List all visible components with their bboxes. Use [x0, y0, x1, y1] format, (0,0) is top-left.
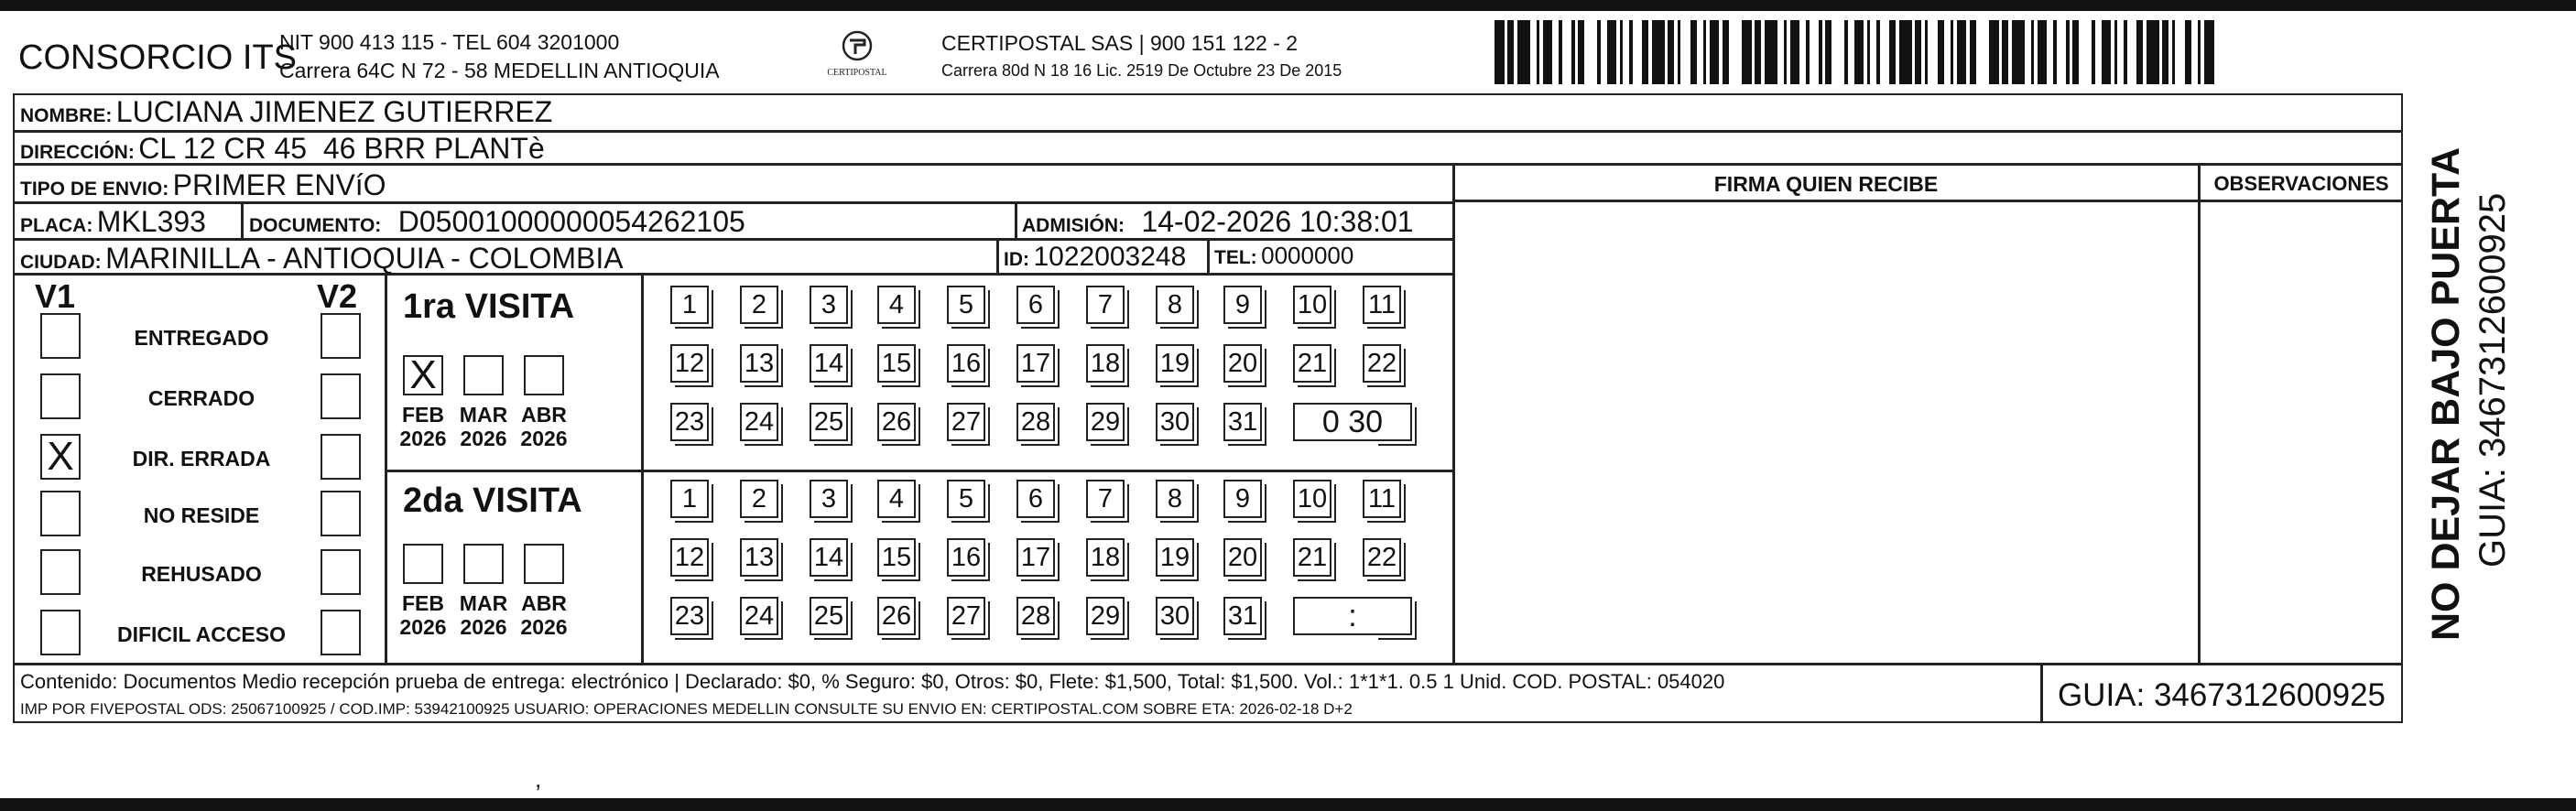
- barcode-bar: [2191, 20, 2198, 84]
- barcode-bar: [2002, 20, 2008, 84]
- nombre-value: LUCIANA JIMENEZ GUTIERREZ: [115, 95, 553, 128]
- barcode-bar: [2185, 20, 2191, 84]
- ciudad-row: [20, 243, 624, 273]
- stray-mark: ,: [535, 765, 542, 793]
- day-box[interactable]: 31: [1223, 597, 1262, 635]
- firma-header: FIRMA QUIEN RECIBE: [1713, 172, 1939, 196]
- barcode-bar: [1938, 20, 1944, 84]
- barcode-bar: [1976, 20, 1989, 84]
- top-border: [0, 0, 2576, 11]
- admision-row: [1022, 207, 1414, 236]
- barcode-bar: [1880, 20, 1890, 84]
- v1-checkbox[interactable]: [40, 491, 81, 536]
- v2-checkbox[interactable]: [321, 434, 361, 480]
- day-box[interactable]: 2: [740, 286, 778, 324]
- barcode-bar: [1765, 20, 1777, 84]
- month-year: 2026: [460, 427, 507, 450]
- day-box[interactable]: 29: [1086, 403, 1125, 441]
- day-box[interactable]: 25: [810, 403, 848, 441]
- day-box[interactable]: 20: [1223, 344, 1262, 383]
- placa-label: PLACA:: [20, 215, 93, 236]
- day-box[interactable]: 18: [1086, 538, 1125, 577]
- company-address: Carrera 64C N 72 - 58 MEDELLIN ANTIOQUIA: [279, 59, 720, 82]
- day-box[interactable]: 3: [810, 286, 848, 324]
- barcode-bar: [1562, 20, 1572, 84]
- day-box[interactable]: 14: [810, 538, 848, 577]
- barcode-bar: [2162, 20, 2168, 84]
- tel-row: [1214, 243, 1353, 267]
- company-nit: NIT 900 413 115 - TEL 604 3201000: [279, 30, 620, 54]
- day-box[interactable]: 15: [877, 344, 916, 383]
- v1-header: V1: [35, 277, 76, 315]
- v2-checkbox[interactable]: [321, 549, 361, 595]
- barcode-bar: [2117, 20, 2124, 84]
- v2-header: V2: [317, 277, 358, 315]
- time-box[interactable]: :: [1293, 597, 1412, 635]
- barcode-bar: [2012, 20, 2025, 84]
- barcode-bar: [1810, 20, 1820, 84]
- day-box[interactable]: 12: [670, 538, 709, 577]
- day-box[interactable]: 4: [877, 286, 916, 324]
- barcode-bar: [1530, 20, 1537, 84]
- month-year: 2026: [460, 615, 507, 639]
- day-box[interactable]: 28: [1016, 403, 1055, 441]
- barcode-bar: [1723, 20, 1729, 84]
- barcode-bar: [2047, 20, 2053, 84]
- v2-checkbox[interactable]: [321, 313, 361, 359]
- barcode-bar: [2057, 20, 2067, 84]
- month-checkbox[interactable]: [463, 544, 504, 584]
- day-box[interactable]: 21: [1293, 344, 1331, 383]
- footer-guia: GUIA: 3467312600925: [2057, 677, 2386, 713]
- month-label: [456, 591, 511, 639]
- barcode-bar: [1584, 20, 1597, 84]
- month-checkbox[interactable]: [463, 355, 504, 395]
- day-box[interactable]: 14: [810, 344, 848, 383]
- placa-value: MKL393: [96, 205, 206, 238]
- barcode-bar: [2072, 20, 2079, 84]
- barcode-bar: [1697, 20, 1703, 84]
- v2-checkbox[interactable]: [321, 373, 361, 419]
- direccion-value: CL 12 CR 45 46 BRR PLANTè: [138, 132, 545, 165]
- barcode-bar: [2095, 20, 2102, 84]
- day-box[interactable]: 16: [947, 538, 985, 577]
- day-box[interactable]: 12: [670, 344, 709, 383]
- day-box[interactable]: 17: [1016, 344, 1055, 383]
- placa-row: [20, 207, 206, 236]
- day-box[interactable]: 3: [810, 480, 848, 518]
- id-row: [1004, 243, 1186, 271]
- observaciones-area[interactable]: [2201, 203, 2401, 661]
- direccion-label: DIRECCIÓN:: [20, 142, 135, 163]
- day-box[interactable]: 9: [1223, 480, 1262, 518]
- observaciones-header: OBSERVACIONES: [2213, 172, 2389, 195]
- barcode-bar: [1507, 20, 1514, 84]
- barcode-bar: [2025, 20, 2031, 84]
- day-box[interactable]: 31: [1223, 403, 1262, 441]
- day-box[interactable]: 23: [670, 403, 709, 441]
- barcode-bar: [1680, 20, 1690, 84]
- barcode-bar: [2147, 20, 2159, 84]
- ciudad-value: MARINILLA - ANTIOQUIA - COLOMBIA: [105, 242, 624, 275]
- carrier-address: Carrera 80d N 18 16 Lic. 2519 De Octubre 23 De 2015: [941, 61, 1342, 80]
- barcode-bar: [2127, 20, 2137, 84]
- documento-label: DOCUMENTO:: [249, 215, 382, 236]
- barcode-bar: [1899, 20, 1912, 84]
- month-year: 2026: [399, 427, 447, 450]
- month-label: [456, 403, 511, 450]
- bottom-border: [0, 798, 2576, 811]
- day-box[interactable]: 22: [1363, 538, 1401, 577]
- month-label: [396, 591, 451, 639]
- day-box[interactable]: 10: [1293, 480, 1331, 518]
- month-name: ABR: [521, 403, 567, 427]
- side-guia: GUIA: 3467312600925: [2473, 192, 2513, 568]
- time-box[interactable]: 0 30: [1293, 403, 1412, 441]
- month-label: [396, 403, 451, 450]
- day-box[interactable]: 19: [1156, 344, 1194, 383]
- day-box[interactable]: 15: [877, 538, 916, 577]
- barcode-bar: [2136, 20, 2143, 84]
- day-box[interactable]: 4: [877, 480, 916, 518]
- month-checkbox[interactable]: X: [403, 355, 443, 395]
- month-name: FEB: [402, 403, 444, 427]
- barcode-bar: [1668, 20, 1674, 84]
- v2-checkbox[interactable]: [321, 610, 361, 655]
- barcode: [1495, 20, 2218, 84]
- barcode-bar: [1607, 20, 1617, 84]
- barcode-bar: [1690, 20, 1697, 84]
- day-box[interactable]: 30: [1156, 597, 1194, 635]
- day-box[interactable]: 6: [1016, 480, 1055, 518]
- barcode-bar: [1552, 20, 1559, 84]
- day-box[interactable]: 28: [1016, 597, 1055, 635]
- barcode-bar: [1854, 20, 1864, 84]
- day-box[interactable]: 8: [1156, 286, 1194, 324]
- barcode-bar: [2079, 20, 2092, 84]
- status-option-label: REHUSADO: [141, 562, 262, 586]
- first-visit-title: 1ra VISITA: [403, 287, 575, 326]
- ciudad-label: CIUDAD:: [20, 252, 102, 273]
- barcode-bar: [1543, 20, 1553, 84]
- tipo-label: TIPO DE ENVIO:: [20, 178, 169, 200]
- barcode-bar: [1755, 20, 1761, 84]
- barcode-bar: [1742, 20, 1752, 84]
- barcode-bar: [1777, 20, 1784, 84]
- day-box[interactable]: 6: [1016, 286, 1055, 324]
- admision-label: ADMISIÓN:: [1022, 215, 1125, 236]
- barcode-bar: [1831, 20, 1844, 84]
- day-box[interactable]: 20: [1223, 538, 1262, 577]
- id-label: ID:: [1004, 249, 1029, 270]
- barcode-bar: [1957, 20, 1967, 84]
- month-name: ABR: [521, 591, 567, 615]
- day-box[interactable]: 5: [947, 480, 985, 518]
- day-box[interactable]: 1: [670, 286, 709, 324]
- month-checkbox[interactable]: [524, 355, 564, 395]
- barcode-bar: [2214, 20, 2218, 84]
- carrier-name: CERTIPOSTAL SAS | 900 151 122 - 2: [941, 31, 1299, 55]
- v1-checkbox[interactable]: [40, 549, 81, 595]
- month-year: 2026: [520, 427, 568, 450]
- day-box[interactable]: 19: [1156, 538, 1194, 577]
- day-box[interactable]: 7: [1086, 286, 1125, 324]
- day-box[interactable]: 26: [877, 403, 916, 441]
- tel-label: TEL:: [1214, 247, 1257, 268]
- barcode-bar: [1944, 20, 1951, 84]
- day-box[interactable]: 24: [740, 403, 778, 441]
- status-option-label: CERRADO: [147, 386, 255, 410]
- v1-checkbox[interactable]: [40, 610, 81, 655]
- tel-value: 0000000: [1261, 242, 1354, 269]
- barcode-bar: [1799, 20, 1806, 84]
- day-box[interactable]: 22: [1363, 344, 1401, 383]
- barcode-bar: [1623, 20, 1629, 84]
- side-warning: NO DEJAR BAJO PUERTA: [2424, 146, 2468, 641]
- barcode-bar: [1790, 20, 1800, 84]
- day-box[interactable]: 10: [1293, 286, 1331, 324]
- nombre-label: NOMBRE:: [20, 105, 113, 126]
- day-box[interactable]: 2: [740, 480, 778, 518]
- barcode-bar: [2204, 20, 2214, 84]
- day-box[interactable]: 29: [1086, 597, 1125, 635]
- day-box[interactable]: 23: [670, 597, 709, 635]
- day-box[interactable]: 7: [1086, 480, 1125, 518]
- barcode-bar: [1915, 20, 1921, 84]
- id-value: 1022003248: [1033, 242, 1187, 272]
- day-box[interactable]: 27: [947, 403, 985, 441]
- documento-row: [249, 207, 745, 236]
- footer-imp-line: IMP POR FIVEPOSTAL ODS: 25067100925 / COD.IMP: 53942100925 USUARIO: OPERACIONES MEDELLIN CONSULTE SU ENVIO EN: CERTIPOSTAL.COM SOBRE ETA: 2026-02-18 D+2: [20, 700, 1353, 718]
- day-box[interactable]: 27: [947, 597, 985, 635]
- barcode-bar: [2175, 20, 2185, 84]
- day-box[interactable]: 13: [740, 538, 778, 577]
- barcode-bar: [1848, 20, 1854, 84]
- barcode-bar: [1578, 20, 1584, 84]
- svg-text:CERTIPOSTAL: CERTIPOSTAL: [827, 68, 887, 78]
- day-box[interactable]: 11: [1363, 480, 1401, 518]
- barcode-bar: [1970, 20, 1976, 84]
- barcode-bar: [1825, 20, 1831, 84]
- day-box[interactable]: 5: [947, 286, 985, 324]
- status-option-label: DIFICIL ACCESO: [116, 622, 286, 646]
- day-box[interactable]: 16: [947, 344, 985, 383]
- v1-checkbox[interactable]: [40, 373, 81, 419]
- month-checkbox[interactable]: [403, 544, 443, 584]
- barcode-bar: [1633, 20, 1643, 84]
- day-box[interactable]: 21: [1293, 538, 1331, 577]
- month-year: 2026: [520, 615, 568, 639]
- month-checkbox[interactable]: [524, 544, 564, 584]
- month-name: MAR: [459, 591, 508, 615]
- barcode-bar: [1495, 20, 1505, 84]
- company-name: CONSORCIO ITS: [18, 38, 298, 77]
- barcode-bar: [2102, 20, 2112, 84]
- day-box[interactable]: 13: [740, 344, 778, 383]
- v1-checkbox[interactable]: X: [40, 434, 81, 480]
- day-box[interactable]: 25: [810, 597, 848, 635]
- day-box[interactable]: 18: [1086, 344, 1125, 383]
- barcode-bar: [1710, 20, 1720, 84]
- v2-checkbox[interactable]: [321, 491, 361, 536]
- day-box[interactable]: 17: [1016, 538, 1055, 577]
- barcode-bar: [1870, 20, 1876, 84]
- footer-content-line: Contenido: Documentos Medio recepción prueba de entrega: electrónico | Declarado: $0, % Seguro: $0, Otros: $0, Flete: $1,500, Total: $1,500. Vol.: 1*1*1. 0.5 1 Unid. COD. POSTAL: 054020: [20, 670, 1725, 693]
- day-box[interactable]: 30: [1156, 403, 1194, 441]
- second-visit-title: 2da VISITA: [403, 481, 582, 520]
- day-box[interactable]: 11: [1363, 286, 1401, 324]
- barcode-bar: [1928, 20, 1938, 84]
- barcode-bar: [1642, 20, 1648, 84]
- tipo-row: [20, 170, 386, 200]
- month-name: FEB: [402, 591, 444, 615]
- day-box[interactable]: 9: [1223, 286, 1262, 324]
- firma-area[interactable]: [1456, 203, 2196, 661]
- day-box[interactable]: 1: [670, 480, 709, 518]
- tipo-value: PRIMER ENVíO: [172, 168, 386, 201]
- barcode-bar: [1652, 20, 1665, 84]
- documento-value: D05001000000054262105: [397, 205, 745, 238]
- barcode-bar: [1601, 20, 1607, 84]
- month-label: [516, 403, 571, 450]
- certipostal-logo: [811, 27, 903, 84]
- barcode-bar: [1517, 20, 1530, 84]
- direccion-row: [20, 134, 545, 163]
- barcode-bar: [1729, 20, 1742, 84]
- barcode-bar: [1989, 20, 1999, 84]
- status-option-label: DIR. ERRADA: [132, 447, 271, 470]
- month-label: [516, 591, 571, 639]
- v1-checkbox[interactable]: [40, 313, 81, 359]
- nombre-row: [20, 97, 552, 126]
- status-option-label: NO RESIDE: [143, 503, 260, 527]
- barcode-bar: [1889, 20, 1896, 84]
- day-box[interactable]: 8: [1156, 480, 1194, 518]
- day-box[interactable]: 24: [740, 597, 778, 635]
- barcode-bar: [2038, 20, 2048, 84]
- day-box[interactable]: 26: [877, 597, 916, 635]
- admision-value: 14-02-2026 10:38:01: [1141, 205, 1414, 238]
- month-name: MAR: [459, 403, 508, 427]
- month-year: 2026: [399, 615, 447, 639]
- status-option-label: ENTREGADO: [134, 326, 269, 350]
